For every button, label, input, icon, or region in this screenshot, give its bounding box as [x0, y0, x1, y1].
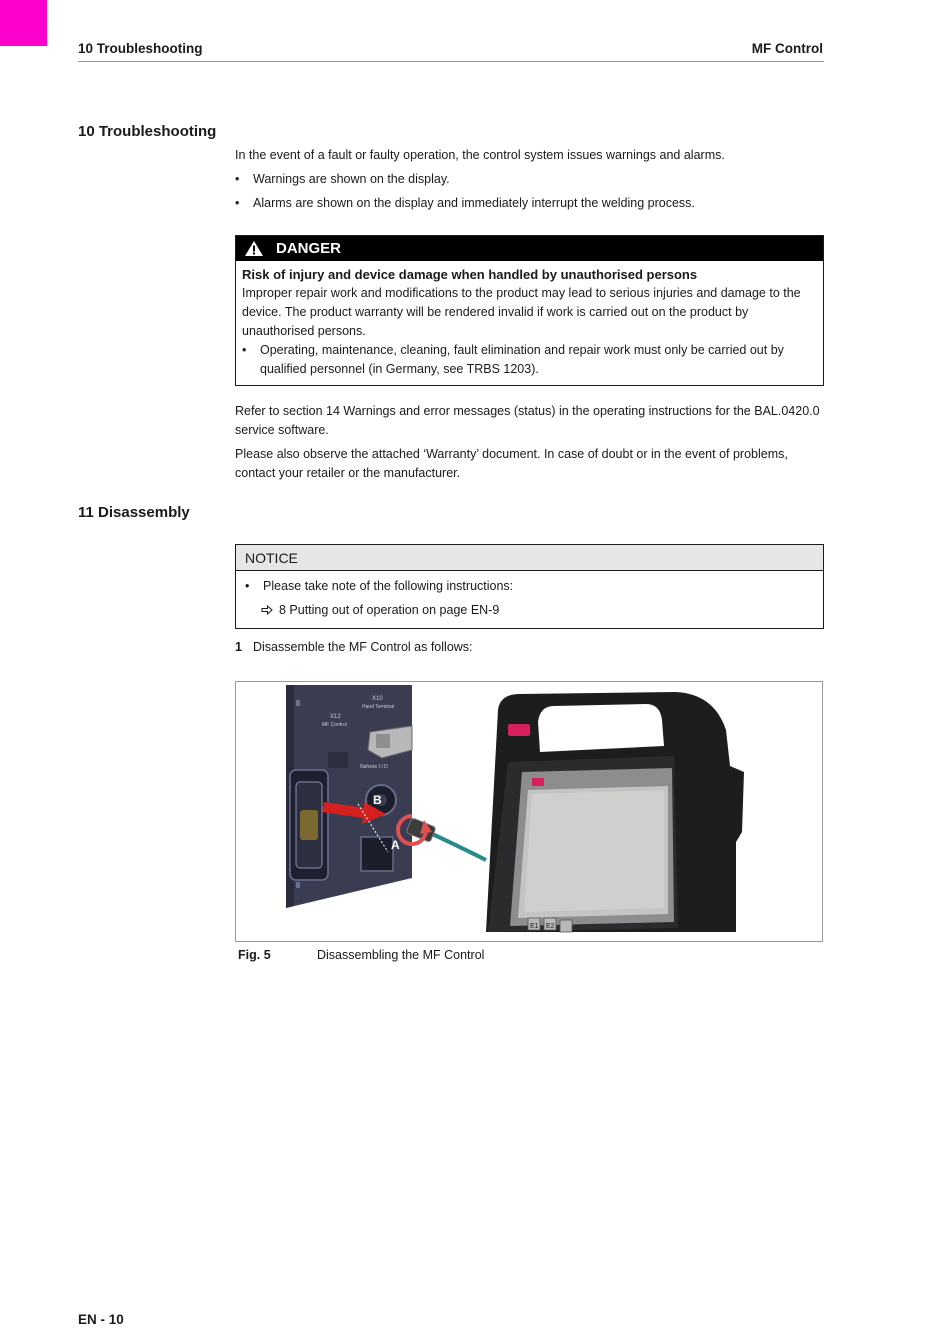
page-number: EN - 10 [78, 1312, 124, 1327]
danger-text: Improper repair work and modifications to the product may lead to serious injuries and damage to the device. The product warranty will be rendered invalid if work is carried out on the product by unauthorised persons. [242, 286, 801, 338]
figure-number: Fig. 5 [238, 948, 271, 962]
bullet-alarms-text: Alarms are shown on the display and immediately interrupt the welding process. [253, 196, 695, 210]
notice-bullet: • Please take note of the following instructions: [245, 574, 816, 598]
label-nahsire: Nahsire I I D [360, 764, 388, 770]
header-divider [78, 61, 824, 62]
notice-link-text[interactable]: 8 Putting out of operation on page EN-9 [279, 603, 500, 617]
bullet-warnings-text: Warnings are shown on the display. [253, 172, 450, 186]
label-e2: E2 [546, 923, 555, 930]
step-1 [235, 640, 473, 654]
label-e1: E1 [530, 923, 539, 930]
danger-box [235, 235, 824, 386]
label-a: A [391, 838, 400, 852]
figure-disassembly [235, 681, 823, 942]
notice-bullet-text: Please take note of the following instructions: [263, 579, 514, 593]
notice-header: NOTICE [236, 545, 823, 571]
warranty-paragraph: Please also observe the attached ‘Warranty’ document. In case of doubt or in the event of problems, contact your retailer or the manufacturer. [235, 447, 788, 480]
label-b: B [373, 793, 382, 807]
refer-paragraph: Refer to section 14 Warnings and error messages (status) in the operating instructions for the BAL.0420.0 service software. [235, 404, 820, 437]
bullet-alarms: • Alarms are shown on the display and immediately interrupt the welding process. [235, 196, 695, 210]
warning-triangle-icon [244, 240, 264, 257]
section-10-title: 10 Troubleshooting [78, 123, 217, 140]
arrow-right-icon [261, 605, 273, 615]
corner-color-mark [0, 0, 47, 46]
hand-terminal [486, 692, 744, 932]
section-11-title: 11 Disassembly [78, 504, 190, 521]
danger-heading: Risk of injury and device damage when handled by unauthorised persons [242, 267, 698, 282]
control-unit-panel [286, 685, 412, 908]
danger-label: DANGER [276, 240, 342, 257]
label-hand-terminal: Hand Terminal [362, 704, 395, 710]
figure-caption [238, 948, 484, 962]
label-mf-control: MF Control [322, 722, 347, 728]
danger-bullet-text: Operating, maintenance, cleaning, fault elimination and repair work must only be carried out by qualified personnel (in Germany, see TRBS 1203). [260, 343, 784, 376]
disassembly-illustration [236, 682, 822, 941]
danger-bullet: • Operating, maintenance, cleaning, fault elimination and repair work must only be carried out by qualified personnel (in Germany, see TRBS 1203). [242, 341, 816, 379]
step-number: 1 [235, 640, 242, 654]
bullet-warnings: • Warnings are shown on the display. [235, 172, 450, 186]
label-x10: X10 [372, 696, 383, 702]
notice-box [235, 544, 824, 629]
troubleshooting-intro: In the event of a fault or faulty operation, the control system issues warnings and alarms. [235, 148, 725, 162]
figure-caption-text: Disassembling the MF Control [317, 948, 485, 962]
label-x12: X12 [330, 714, 341, 720]
danger-header [236, 236, 823, 261]
running-header-product: MF Control [751, 41, 823, 56]
step-text: Disassemble the MF Control as follows: [253, 640, 473, 654]
running-header-chapter: 10 Troubleshooting [78, 41, 203, 56]
notice-cross-reference[interactable] [245, 598, 816, 622]
